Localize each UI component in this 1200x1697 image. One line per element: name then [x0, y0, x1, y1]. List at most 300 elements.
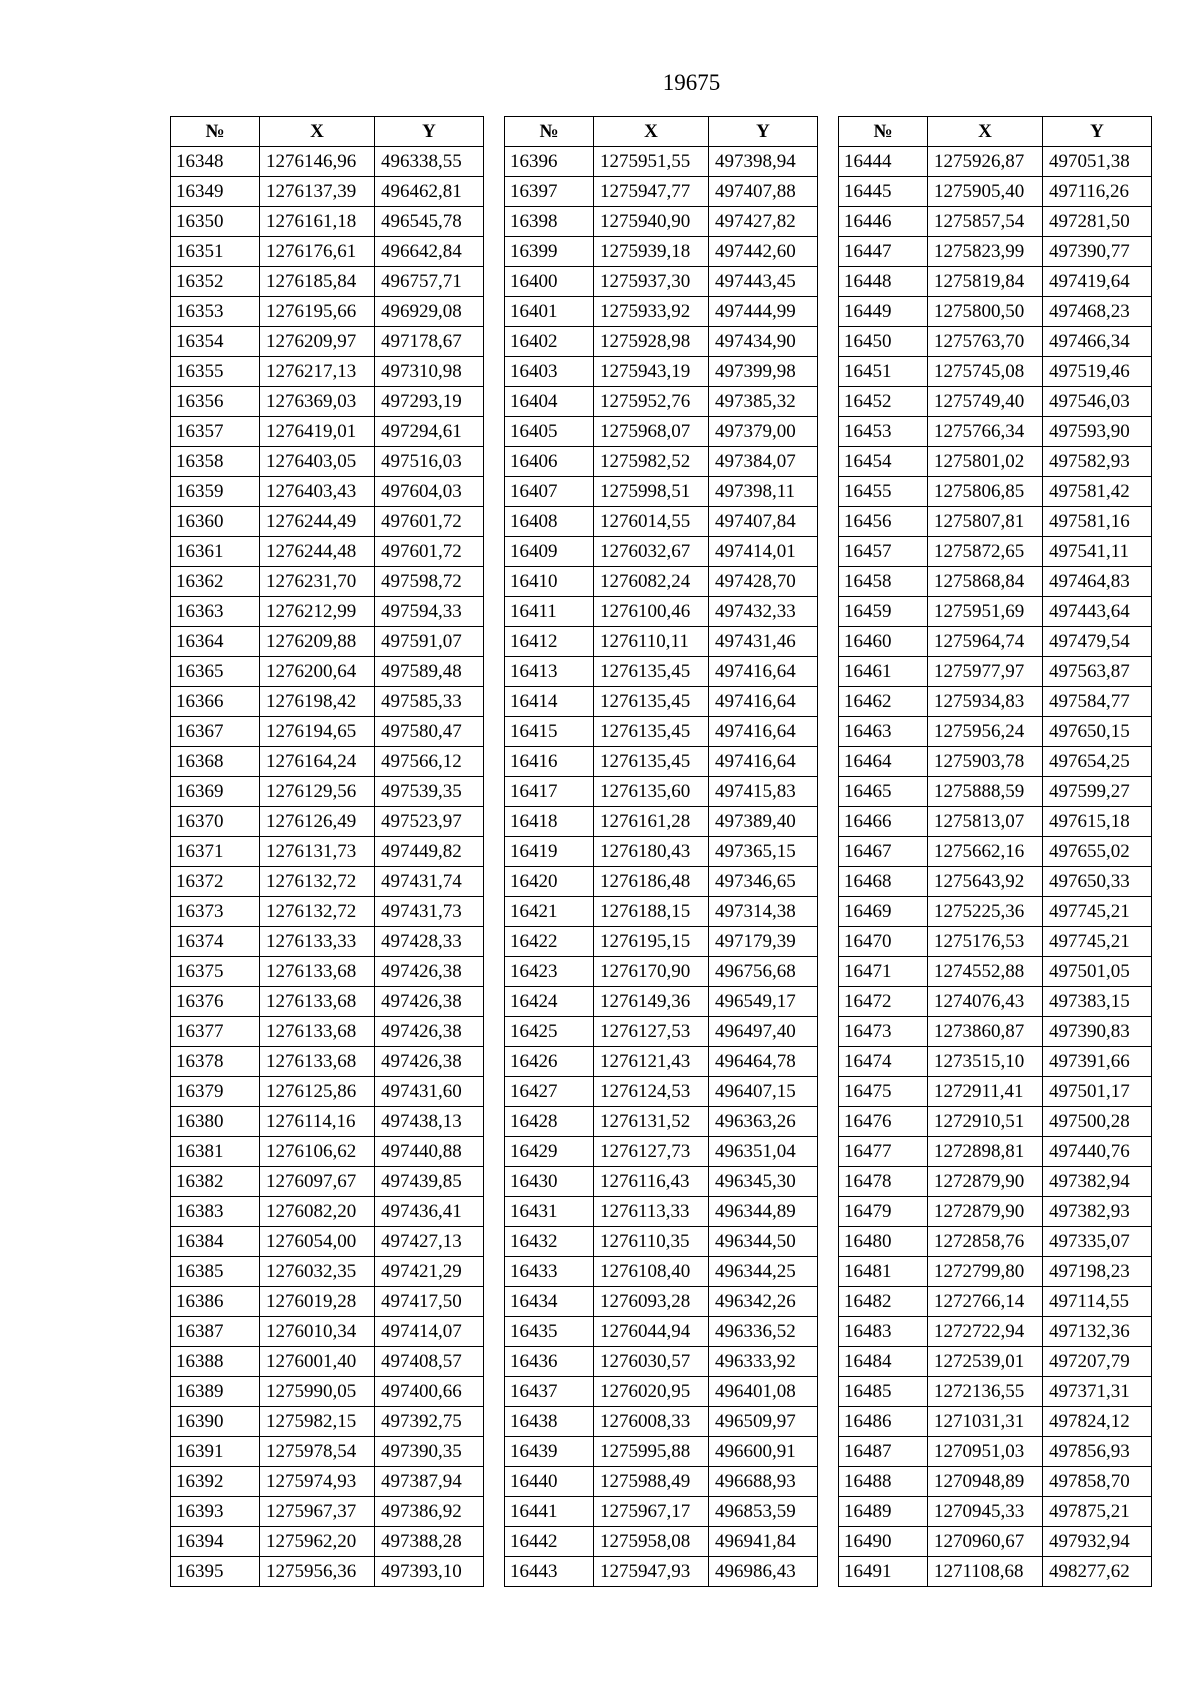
y-coordinate-cell: 497591,07 [375, 627, 484, 657]
point-number-cell: 16354 [171, 327, 260, 357]
y-coordinate-cell: 497468,23 [1043, 297, 1152, 327]
table-row [171, 987, 484, 1017]
table-row [839, 207, 1152, 237]
x-coordinate-cell: 1276108,40 [594, 1257, 709, 1287]
point-number-cell: 16362 [171, 567, 260, 597]
x-coordinate-cell: 1275939,18 [594, 237, 709, 267]
point-number-cell: 16480 [839, 1227, 928, 1257]
x-coordinate-cell: 1276244,48 [260, 537, 375, 567]
table-row [171, 687, 484, 717]
point-number-cell: 16479 [839, 1197, 928, 1227]
x-coordinate-cell: 1276132,72 [260, 897, 375, 927]
y-coordinate-cell: 497593,90 [1043, 417, 1152, 447]
point-number-cell: 16371 [171, 837, 260, 867]
y-coordinate-cell: 497589,48 [375, 657, 484, 687]
table-row [839, 687, 1152, 717]
y-coordinate-cell: 496549,17 [709, 987, 818, 1017]
y-coordinate-cell: 497382,94 [1043, 1167, 1152, 1197]
point-number-cell: 16444 [839, 147, 928, 177]
x-coordinate-cell: 1276164,24 [260, 747, 375, 777]
table-row [171, 147, 484, 177]
point-number-cell: 16392 [171, 1467, 260, 1497]
point-number-cell: 16367 [171, 717, 260, 747]
y-coordinate-cell: 497383,15 [1043, 987, 1152, 1017]
point-number-cell: 16455 [839, 477, 928, 507]
table-row [505, 1437, 818, 1467]
x-coordinate-cell: 1275807,81 [928, 507, 1043, 537]
table-row [505, 417, 818, 447]
table-row [839, 1107, 1152, 1137]
y-coordinate-cell: 496333,92 [709, 1347, 818, 1377]
table-row [839, 957, 1152, 987]
point-number-cell: 16453 [839, 417, 928, 447]
x-coordinate-cell: 1272879,90 [928, 1167, 1043, 1197]
table-row [839, 1467, 1152, 1497]
y-coordinate-cell: 497390,35 [375, 1437, 484, 1467]
table-row [505, 1047, 818, 1077]
table-row [505, 357, 818, 387]
x-coordinate-cell: 1276195,15 [594, 927, 709, 957]
y-coordinate-cell: 497384,07 [709, 447, 818, 477]
point-number-cell: 16402 [505, 327, 594, 357]
y-coordinate-cell: 497745,21 [1043, 897, 1152, 927]
x-coordinate-cell: 1275872,65 [928, 537, 1043, 567]
table-row [505, 1497, 818, 1527]
column-header-number: № [171, 117, 260, 147]
table-row [171, 597, 484, 627]
table-row [505, 1107, 818, 1137]
table-row [839, 477, 1152, 507]
x-coordinate-cell: 1275800,50 [928, 297, 1043, 327]
x-coordinate-cell: 1276194,65 [260, 717, 375, 747]
y-coordinate-cell: 497346,65 [709, 867, 818, 897]
point-number-cell: 16462 [839, 687, 928, 717]
point-number-cell: 16482 [839, 1287, 928, 1317]
table-row [839, 1347, 1152, 1377]
x-coordinate-cell: 1275176,53 [928, 927, 1043, 957]
y-coordinate-cell: 497428,33 [375, 927, 484, 957]
point-number-cell: 16477 [839, 1137, 928, 1167]
y-coordinate-cell: 497416,64 [709, 747, 818, 777]
table-row [839, 297, 1152, 327]
point-number-cell: 16410 [505, 567, 594, 597]
table-row [171, 927, 484, 957]
x-coordinate-cell: 1276149,36 [594, 987, 709, 1017]
table-row [505, 177, 818, 207]
point-number-cell: 16382 [171, 1167, 260, 1197]
header-row [839, 117, 1152, 147]
table-row [171, 1167, 484, 1197]
y-coordinate-cell: 497519,46 [1043, 357, 1152, 387]
table-row [505, 1287, 818, 1317]
x-coordinate-cell: 1276020,95 [594, 1377, 709, 1407]
point-number-cell: 16451 [839, 357, 928, 387]
x-coordinate-cell: 1274076,43 [928, 987, 1043, 1017]
point-number-cell: 16348 [171, 147, 260, 177]
table-row [839, 1227, 1152, 1257]
point-number-cell: 16472 [839, 987, 928, 1017]
point-number-cell: 16411 [505, 597, 594, 627]
column-header-x: X [928, 117, 1043, 147]
table-row [839, 1557, 1152, 1587]
x-coordinate-cell: 1275225,36 [928, 897, 1043, 927]
y-coordinate-cell: 497391,66 [1043, 1047, 1152, 1077]
y-coordinate-cell: 496351,04 [709, 1137, 818, 1167]
point-number-cell: 16360 [171, 507, 260, 537]
y-coordinate-cell: 497580,47 [375, 717, 484, 747]
y-coordinate-cell: 497427,82 [709, 207, 818, 237]
point-number-cell: 16489 [839, 1497, 928, 1527]
y-coordinate-cell: 496509,97 [709, 1407, 818, 1437]
x-coordinate-cell: 1275905,40 [928, 177, 1043, 207]
y-coordinate-cell: 496756,68 [709, 957, 818, 987]
point-number-cell: 16422 [505, 927, 594, 957]
table-row [839, 807, 1152, 837]
table-row [839, 567, 1152, 597]
x-coordinate-cell: 1276403,05 [260, 447, 375, 477]
point-number-cell: 16387 [171, 1317, 260, 1347]
table-row [171, 177, 484, 207]
x-coordinate-cell: 1276129,56 [260, 777, 375, 807]
table-row [839, 1317, 1152, 1347]
x-coordinate-cell: 1275962,20 [260, 1527, 375, 1557]
point-number-cell: 16485 [839, 1377, 928, 1407]
point-number-cell: 16350 [171, 207, 260, 237]
x-coordinate-cell: 1275977,97 [928, 657, 1043, 687]
table-row [171, 237, 484, 267]
table-row [171, 1377, 484, 1407]
point-number-cell: 16390 [171, 1407, 260, 1437]
table-row [839, 657, 1152, 687]
x-coordinate-cell: 1275806,85 [928, 477, 1043, 507]
x-coordinate-cell: 1276137,39 [260, 177, 375, 207]
point-number-cell: 16458 [839, 567, 928, 597]
x-coordinate-cell: 1275801,02 [928, 447, 1043, 477]
point-number-cell: 16399 [505, 237, 594, 267]
x-coordinate-cell: 1276146,96 [260, 147, 375, 177]
y-coordinate-cell: 497598,72 [375, 567, 484, 597]
y-coordinate-cell: 497365,15 [709, 837, 818, 867]
x-coordinate-cell: 1275990,05 [260, 1377, 375, 1407]
y-coordinate-cell: 497431,73 [375, 897, 484, 927]
x-coordinate-cell: 1275951,69 [928, 597, 1043, 627]
y-coordinate-cell: 497563,87 [1043, 657, 1152, 687]
point-number-cell: 16464 [839, 747, 928, 777]
table-row [839, 387, 1152, 417]
point-number-cell: 16409 [505, 537, 594, 567]
point-number-cell: 16353 [171, 297, 260, 327]
table-row [171, 1527, 484, 1557]
point-number-cell: 16366 [171, 687, 260, 717]
table-row [171, 1317, 484, 1347]
table-row [505, 1317, 818, 1347]
point-number-cell: 16357 [171, 417, 260, 447]
x-coordinate-cell: 1275974,93 [260, 1467, 375, 1497]
point-number-cell: 16391 [171, 1437, 260, 1467]
x-coordinate-cell: 1275951,55 [594, 147, 709, 177]
y-coordinate-cell: 496338,55 [375, 147, 484, 177]
y-coordinate-cell: 496986,43 [709, 1557, 818, 1587]
y-coordinate-cell: 497436,41 [375, 1197, 484, 1227]
y-coordinate-cell: 496462,81 [375, 177, 484, 207]
y-coordinate-cell: 497335,07 [1043, 1227, 1152, 1257]
table-row [505, 327, 818, 357]
y-coordinate-cell: 497501,05 [1043, 957, 1152, 987]
x-coordinate-cell: 1276198,42 [260, 687, 375, 717]
table-row [505, 387, 818, 417]
table-row [839, 1407, 1152, 1437]
y-coordinate-cell: 497392,75 [375, 1407, 484, 1437]
point-number-cell: 16476 [839, 1107, 928, 1137]
table-row [505, 1167, 818, 1197]
x-coordinate-cell: 1276403,43 [260, 477, 375, 507]
column-header-number: № [505, 117, 594, 147]
x-coordinate-cell: 1272722,94 [928, 1317, 1043, 1347]
y-coordinate-cell: 497654,25 [1043, 747, 1152, 777]
table-row [839, 927, 1152, 957]
table-row [171, 1197, 484, 1227]
x-coordinate-cell: 1276082,20 [260, 1197, 375, 1227]
y-coordinate-cell: 497650,15 [1043, 717, 1152, 747]
table-row [505, 627, 818, 657]
point-number-cell: 16473 [839, 1017, 928, 1047]
y-coordinate-cell: 497419,64 [1043, 267, 1152, 297]
point-number-cell: 16442 [505, 1527, 594, 1557]
table-row [171, 867, 484, 897]
y-coordinate-cell: 497615,18 [1043, 807, 1152, 837]
x-coordinate-cell: 1271031,31 [928, 1407, 1043, 1437]
y-coordinate-cell: 497426,38 [375, 987, 484, 1017]
table-row [839, 1047, 1152, 1077]
table-row [505, 897, 818, 927]
table-row [839, 357, 1152, 387]
y-coordinate-cell: 497431,46 [709, 627, 818, 657]
point-number-cell: 16407 [505, 477, 594, 507]
x-coordinate-cell: 1276135,60 [594, 777, 709, 807]
x-coordinate-cell: 1276019,28 [260, 1287, 375, 1317]
header-row [505, 117, 818, 147]
y-coordinate-cell: 497581,42 [1043, 477, 1152, 507]
table-row [171, 1077, 484, 1107]
y-coordinate-cell: 497594,33 [375, 597, 484, 627]
table-row [839, 1017, 1152, 1047]
table-row [171, 417, 484, 447]
point-number-cell: 16364 [171, 627, 260, 657]
table-row [839, 837, 1152, 867]
x-coordinate-cell: 1275947,77 [594, 177, 709, 207]
x-coordinate-cell: 1276132,72 [260, 867, 375, 897]
table-row [505, 1197, 818, 1227]
table-row [171, 507, 484, 537]
y-coordinate-cell: 497407,88 [709, 177, 818, 207]
x-coordinate-cell: 1275988,49 [594, 1467, 709, 1497]
table-row [505, 267, 818, 297]
x-coordinate-cell: 1276135,45 [594, 747, 709, 777]
y-coordinate-cell: 496344,89 [709, 1197, 818, 1227]
x-coordinate-cell: 1273515,10 [928, 1047, 1043, 1077]
point-number-cell: 16368 [171, 747, 260, 777]
table-row [171, 327, 484, 357]
x-coordinate-cell: 1275937,30 [594, 267, 709, 297]
point-number-cell: 16413 [505, 657, 594, 687]
x-coordinate-cell: 1276212,99 [260, 597, 375, 627]
x-coordinate-cell: 1276032,35 [260, 1257, 375, 1287]
x-coordinate-cell: 1276133,33 [260, 927, 375, 957]
y-coordinate-cell: 496757,71 [375, 267, 484, 297]
table-row [505, 717, 818, 747]
point-number-cell: 16426 [505, 1047, 594, 1077]
table-row [171, 567, 484, 597]
point-number-cell: 16449 [839, 297, 928, 327]
y-coordinate-cell: 497539,35 [375, 777, 484, 807]
table-row [171, 1137, 484, 1167]
point-number-cell: 16461 [839, 657, 928, 687]
y-coordinate-cell: 497427,13 [375, 1227, 484, 1257]
y-coordinate-cell: 497371,31 [1043, 1377, 1152, 1407]
x-coordinate-cell: 1276244,49 [260, 507, 375, 537]
x-coordinate-cell: 1276125,86 [260, 1077, 375, 1107]
table-row [839, 537, 1152, 567]
y-coordinate-cell: 497432,33 [709, 597, 818, 627]
x-coordinate-cell: 1272898,81 [928, 1137, 1043, 1167]
table-row [839, 1257, 1152, 1287]
y-coordinate-cell: 497417,50 [375, 1287, 484, 1317]
y-coordinate-cell: 497824,12 [1043, 1407, 1152, 1437]
table-row [839, 777, 1152, 807]
x-coordinate-cell: 1275947,93 [594, 1557, 709, 1587]
table-row [171, 657, 484, 687]
x-coordinate-cell: 1275968,07 [594, 417, 709, 447]
coordinate-table [504, 116, 818, 1587]
x-coordinate-cell: 1275766,34 [928, 417, 1043, 447]
point-number-cell: 16446 [839, 207, 928, 237]
point-number-cell: 16432 [505, 1227, 594, 1257]
point-number-cell: 16487 [839, 1437, 928, 1467]
point-number-cell: 16414 [505, 687, 594, 717]
x-coordinate-cell: 1276106,62 [260, 1137, 375, 1167]
point-number-cell: 16351 [171, 237, 260, 267]
x-coordinate-cell: 1275763,70 [928, 327, 1043, 357]
x-coordinate-cell: 1276135,45 [594, 717, 709, 747]
table-row [171, 1107, 484, 1137]
x-coordinate-cell: 1275982,15 [260, 1407, 375, 1437]
table-row [505, 1467, 818, 1497]
y-coordinate-cell: 496688,93 [709, 1467, 818, 1497]
y-coordinate-cell: 497388,28 [375, 1527, 484, 1557]
table-row [171, 537, 484, 567]
point-number-cell: 16443 [505, 1557, 594, 1587]
table-row [505, 1017, 818, 1047]
point-number-cell: 16434 [505, 1287, 594, 1317]
y-coordinate-cell: 497415,83 [709, 777, 818, 807]
point-number-cell: 16436 [505, 1347, 594, 1377]
y-coordinate-cell: 497464,83 [1043, 567, 1152, 597]
y-coordinate-cell: 497407,84 [709, 507, 818, 537]
x-coordinate-cell: 1274552,88 [928, 957, 1043, 987]
x-coordinate-cell: 1276133,68 [260, 1047, 375, 1077]
table-row [505, 1227, 818, 1257]
point-number-cell: 16352 [171, 267, 260, 297]
x-coordinate-cell: 1276054,00 [260, 1227, 375, 1257]
y-coordinate-cell: 497051,38 [1043, 147, 1152, 177]
x-coordinate-cell: 1276217,13 [260, 357, 375, 387]
point-number-cell: 16397 [505, 177, 594, 207]
x-coordinate-cell: 1272766,14 [928, 1287, 1043, 1317]
y-coordinate-cell: 497438,13 [375, 1107, 484, 1137]
table-row [839, 1197, 1152, 1227]
table-row [839, 717, 1152, 747]
x-coordinate-cell: 1276093,28 [594, 1287, 709, 1317]
y-coordinate-cell: 497546,03 [1043, 387, 1152, 417]
x-coordinate-cell: 1276114,16 [260, 1107, 375, 1137]
point-number-cell: 16463 [839, 717, 928, 747]
y-coordinate-cell: 497584,77 [1043, 687, 1152, 717]
table-row [505, 957, 818, 987]
table-row [171, 267, 484, 297]
point-number-cell: 16490 [839, 1527, 928, 1557]
x-coordinate-cell: 1276110,11 [594, 627, 709, 657]
x-coordinate-cell: 1272539,01 [928, 1347, 1043, 1377]
x-coordinate-cell: 1275933,92 [594, 297, 709, 327]
table-row [505, 1377, 818, 1407]
point-number-cell: 16483 [839, 1317, 928, 1347]
table-row [171, 1047, 484, 1077]
x-coordinate-cell: 1275998,51 [594, 477, 709, 507]
y-coordinate-cell: 496545,78 [375, 207, 484, 237]
y-coordinate-cell: 496336,52 [709, 1317, 818, 1347]
y-coordinate-cell: 496401,08 [709, 1377, 818, 1407]
x-coordinate-cell: 1275934,83 [928, 687, 1043, 717]
y-coordinate-cell: 497416,64 [709, 717, 818, 747]
point-number-cell: 16452 [839, 387, 928, 417]
column-header-y: Y [375, 117, 484, 147]
y-coordinate-cell: 497516,03 [375, 447, 484, 477]
table-row [505, 687, 818, 717]
column-header-number: № [839, 117, 928, 147]
table-row [505, 207, 818, 237]
y-coordinate-cell: 497114,55 [1043, 1287, 1152, 1317]
y-coordinate-cell: 497566,12 [375, 747, 484, 777]
y-coordinate-cell: 497416,64 [709, 687, 818, 717]
table-row [839, 1497, 1152, 1527]
table-row [505, 1137, 818, 1167]
y-coordinate-cell: 496464,78 [709, 1047, 818, 1077]
table-row [505, 147, 818, 177]
table-row [839, 1167, 1152, 1197]
x-coordinate-cell: 1276030,57 [594, 1347, 709, 1377]
x-coordinate-cell: 1272136,55 [928, 1377, 1043, 1407]
y-coordinate-cell: 497426,38 [375, 957, 484, 987]
table-row [505, 237, 818, 267]
y-coordinate-cell: 497449,82 [375, 837, 484, 867]
x-coordinate-cell: 1276131,52 [594, 1107, 709, 1137]
point-number-cell: 16460 [839, 627, 928, 657]
y-coordinate-cell: 497314,38 [709, 897, 818, 927]
table-row [171, 1467, 484, 1497]
x-coordinate-cell: 1276110,35 [594, 1227, 709, 1257]
y-coordinate-cell: 497932,94 [1043, 1527, 1152, 1557]
table-row [839, 1527, 1152, 1557]
y-coordinate-cell: 497132,36 [1043, 1317, 1152, 1347]
y-coordinate-cell: 497414,01 [709, 537, 818, 567]
table-row [171, 1407, 484, 1437]
table-row [839, 327, 1152, 357]
y-coordinate-cell: 497858,70 [1043, 1467, 1152, 1497]
y-coordinate-cell: 497581,16 [1043, 507, 1152, 537]
point-number-cell: 16420 [505, 867, 594, 897]
x-coordinate-cell: 1272910,51 [928, 1107, 1043, 1137]
x-coordinate-cell: 1276176,61 [260, 237, 375, 267]
